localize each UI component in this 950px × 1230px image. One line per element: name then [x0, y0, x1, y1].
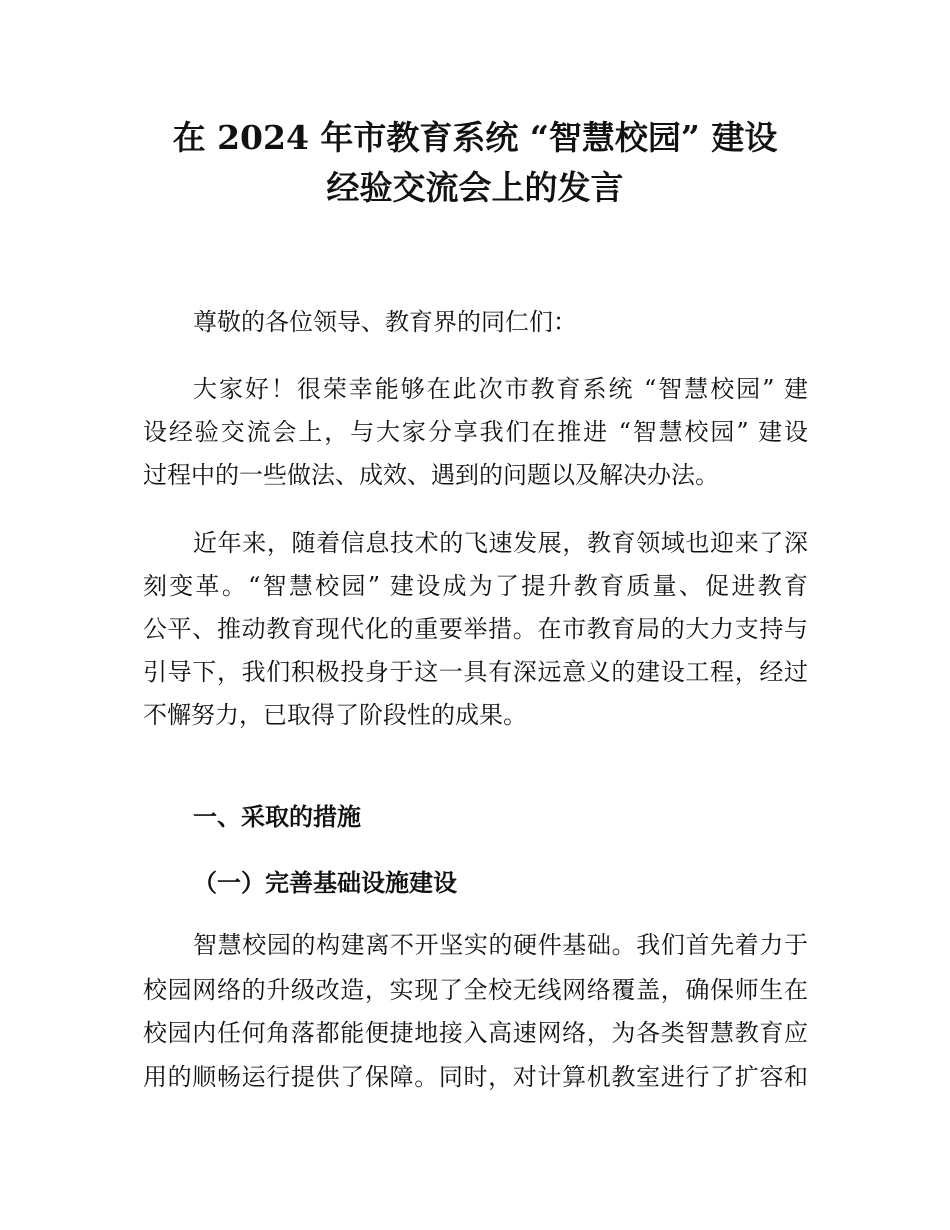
- paragraph-line: 智慧校园的构建离不开坚实的硬件基础。我们首先着力于: [193, 931, 808, 959]
- salutation: 尊敬的各位领导、教育界的同仁们：: [193, 308, 577, 336]
- subsection-heading: （一）完善基础设施建设: [193, 868, 457, 897]
- paragraph-line: 过程中的一些做法、成效、遇到的问题以及解决办法。: [143, 461, 719, 489]
- paragraph-line: 公平、推动教育现代化的重要举措。在市教育局的大力支持与: [143, 615, 808, 643]
- paragraph-line: 校园内任何角落都能便捷地接入高速网络，为各类智慧教育应: [143, 1019, 808, 1047]
- paragraph-line: 大家好！很荣幸能够在此次市教育系统 “智慧校园” 建: [193, 375, 808, 403]
- paragraph-line: 刻变革。“智慧校园” 建设成为了提升教育质量、促进教育: [143, 572, 808, 600]
- paragraph-line: 用的顺畅运行提供了保障。同时，对计算机教室进行了扩容和: [143, 1063, 808, 1091]
- paragraph-line: 不懈努力，已取得了阶段性的成果。: [143, 701, 527, 729]
- document-title-line-1: 在 2024 年市教育系统 “智慧校园” 建设: [172, 118, 778, 157]
- document-title-line-2: 经验交流会上的发言: [326, 168, 624, 207]
- section-heading: 一、采取的措施: [193, 802, 361, 831]
- paragraph-line: 近年来，随着信息技术的飞速发展，教育领域也迎来了深: [193, 529, 808, 557]
- paragraph-line: 校园网络的升级改造，实现了全校无线网络覆盖，确保师生在: [143, 976, 808, 1004]
- paragraph-line: 引导下，我们积极投身于这一具有深远意义的建设工程，经过: [143, 658, 808, 686]
- paragraph-line: 设经验交流会上，与大家分享我们在推进 “智慧校园” 建设: [143, 418, 808, 446]
